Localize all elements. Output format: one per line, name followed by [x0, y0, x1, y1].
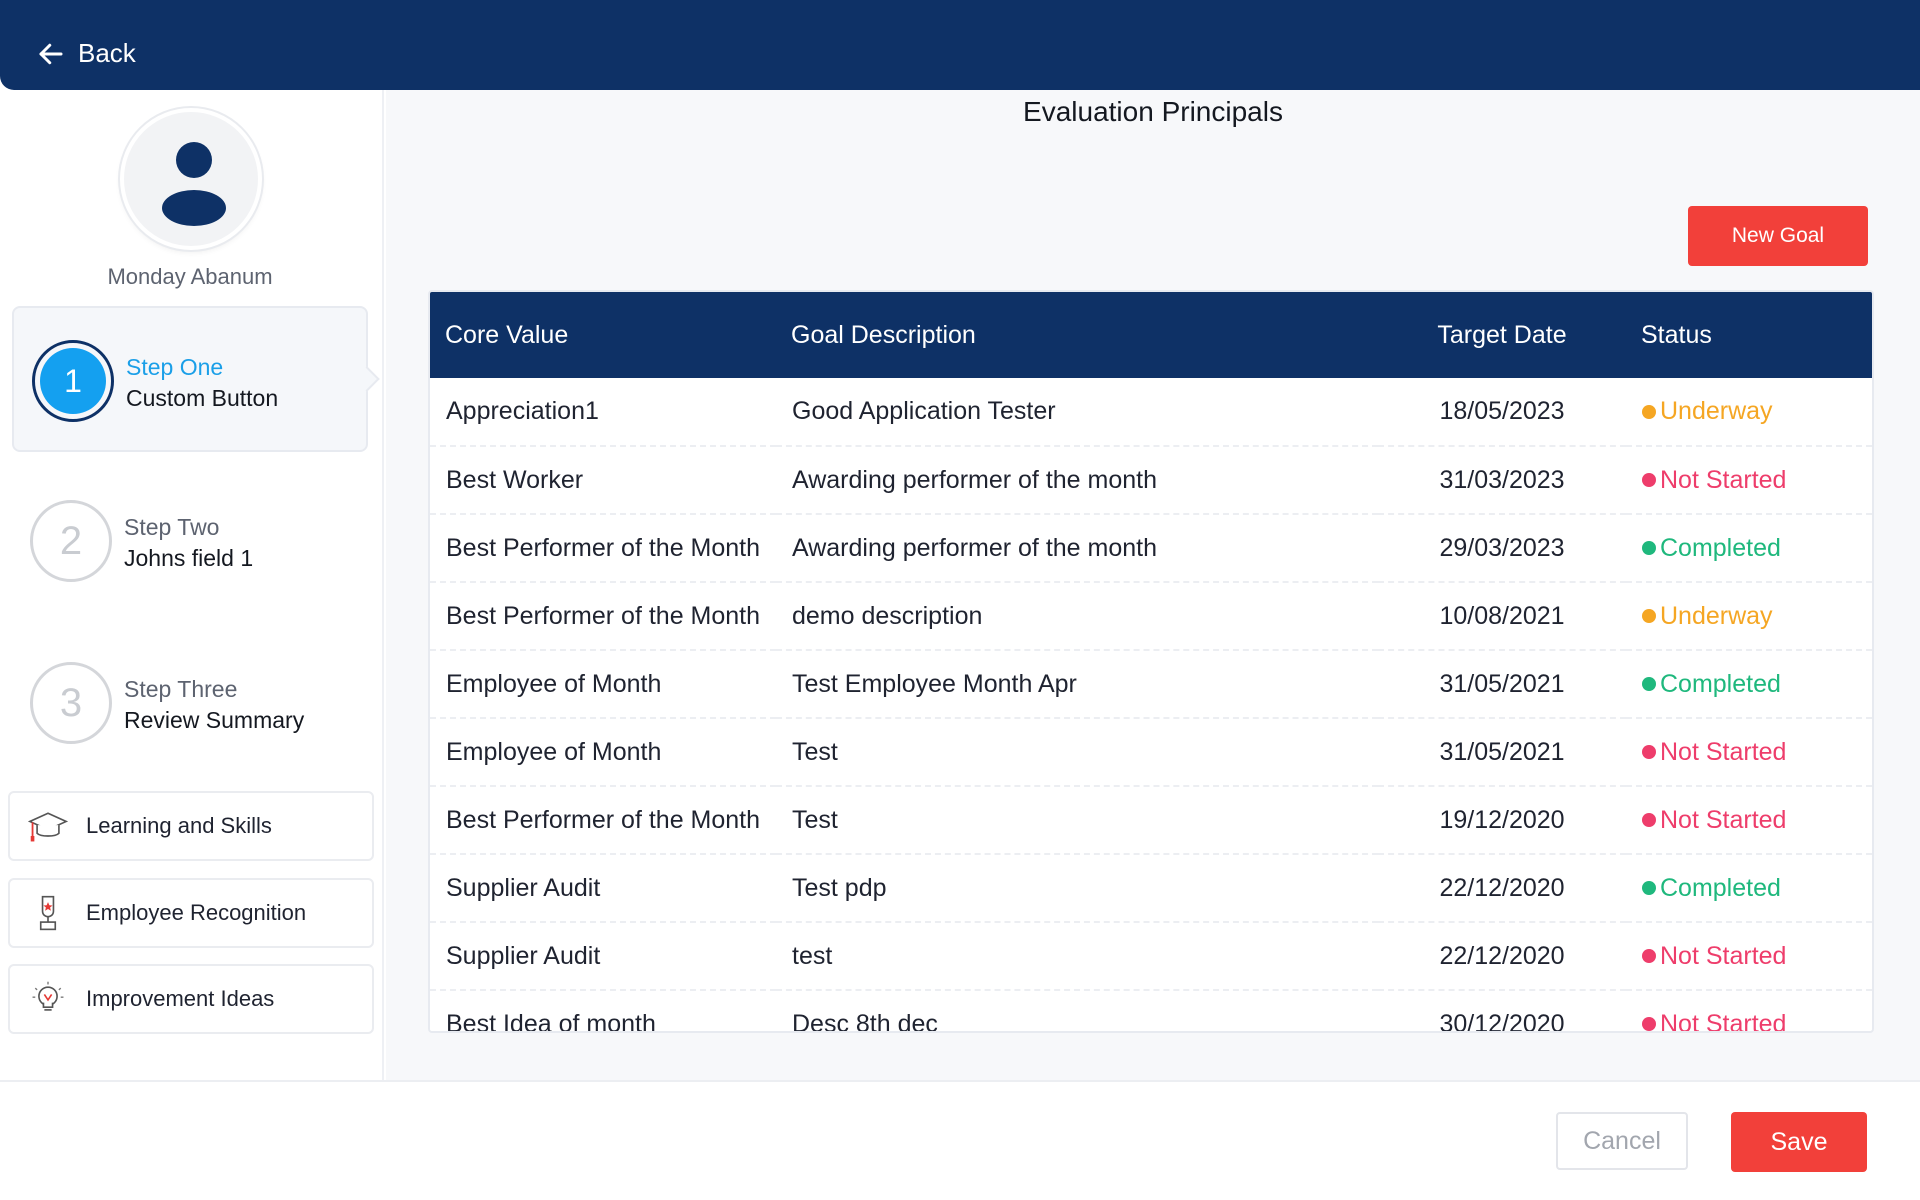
- status-label: Not Started: [1660, 1009, 1787, 1033]
- table-row[interactable]: [430, 922, 1872, 990]
- status-badge: [1642, 602, 1773, 631]
- goal-description-cell: Desc 8th dec: [776, 990, 1378, 1033]
- table-header-row: [430, 292, 1872, 378]
- status-label: Underway: [1660, 397, 1773, 426]
- step-number-circle: 3: [30, 662, 112, 744]
- table-row[interactable]: [430, 514, 1872, 582]
- goal-description-cell: test: [776, 922, 1378, 990]
- step-two[interactable]: [12, 468, 368, 614]
- status-label: Completed: [1660, 873, 1781, 902]
- core-value-cell: Best Idea of month: [430, 990, 776, 1033]
- status-cell: [1626, 922, 1872, 990]
- goal-description-cell: demo description: [776, 582, 1378, 650]
- footer: [0, 1080, 1920, 1200]
- step-title: Step Two: [124, 514, 220, 540]
- learning-and-skills-button[interactable]: [8, 791, 374, 861]
- core-value-cell: Best Performer of the Month: [430, 582, 776, 650]
- target-date-cell: 30/12/2020: [1378, 990, 1626, 1033]
- status-dot-icon: [1642, 677, 1656, 691]
- goal-description-cell: Test: [776, 718, 1378, 786]
- core-value-cell: Supplier Audit: [430, 922, 776, 990]
- graduation-cap-icon: [26, 804, 70, 848]
- user-name: Monday Abanum: [107, 264, 273, 289]
- table-row[interactable]: [430, 718, 1872, 786]
- goal-description-cell: Test Employee Month Apr: [776, 650, 1378, 718]
- status-badge: [1642, 738, 1786, 767]
- arrow-left-icon: [36, 39, 66, 69]
- status-cell: [1626, 990, 1872, 1033]
- status-badge: [1642, 397, 1773, 426]
- table-row[interactable]: [430, 650, 1872, 718]
- goal-description-cell: Good Application Tester: [776, 378, 1378, 446]
- status-dot-icon: [1642, 949, 1656, 963]
- step-number-circle: 2: [30, 500, 112, 582]
- goals-table: [428, 290, 1874, 1033]
- learning-and-skills-label: Learning and Skills: [86, 813, 272, 838]
- lightbulb-icon: [26, 977, 70, 1021]
- status-cell: [1626, 718, 1872, 786]
- column-header-target-date[interactable]: Target Date: [1437, 320, 1567, 349]
- target-date-cell: 22/12/2020: [1378, 854, 1626, 922]
- top-bar: [0, 0, 1920, 90]
- core-value-cell: Best Performer of the Month: [430, 514, 776, 582]
- table-row[interactable]: [430, 786, 1872, 854]
- target-date-cell: 10/08/2021: [1378, 582, 1626, 650]
- target-date-cell: 31/05/2021: [1378, 718, 1626, 786]
- goal-description-cell: Awarding performer of the month: [776, 446, 1378, 514]
- core-value-cell: Best Worker: [430, 446, 776, 514]
- table-row[interactable]: [430, 854, 1872, 922]
- status-cell: [1626, 786, 1872, 854]
- back-label: Back: [78, 38, 136, 68]
- status-label: Not Started: [1660, 941, 1787, 970]
- status-dot-icon: [1642, 609, 1656, 623]
- core-value-cell: Best Performer of the Month: [430, 786, 776, 854]
- status-badge: [1642, 670, 1781, 699]
- status-badge: [1642, 534, 1781, 563]
- new-goal-button[interactable]: New Goal: [1688, 206, 1868, 266]
- target-date-cell: 31/03/2023: [1378, 446, 1626, 514]
- column-header-status[interactable]: Status: [1641, 320, 1712, 349]
- status-badge: [1642, 942, 1786, 971]
- status-cell: [1626, 446, 1872, 514]
- step-three[interactable]: [12, 630, 368, 776]
- target-date-cell: 19/12/2020: [1378, 786, 1626, 854]
- core-value-cell: Employee of Month: [430, 650, 776, 718]
- status-dot-icon: [1642, 813, 1656, 827]
- core-value-cell: Appreciation1: [430, 378, 776, 446]
- status-badge: [1642, 874, 1781, 903]
- status-dot-icon: [1642, 745, 1656, 759]
- avatar: [120, 108, 262, 250]
- status-label: Completed: [1660, 669, 1781, 698]
- sidebar: [0, 90, 384, 1080]
- status-cell: [1626, 854, 1872, 922]
- target-date-cell: 18/05/2023: [1378, 378, 1626, 446]
- status-dot-icon: [1642, 881, 1656, 895]
- page-title: Evaluation Principals: [1023, 96, 1283, 127]
- step-subtitle: Review Summary: [124, 707, 305, 733]
- status-label: Completed: [1660, 533, 1781, 562]
- target-date-cell: 22/12/2020: [1378, 922, 1626, 990]
- target-date-cell: 31/05/2021: [1378, 650, 1626, 718]
- user-icon: [158, 138, 230, 228]
- column-header-goal-description[interactable]: Goal Description: [791, 320, 976, 349]
- improvement-ideas-button[interactable]: [8, 964, 374, 1034]
- core-value-cell: Employee of Month: [430, 718, 776, 786]
- cancel-button[interactable]: Cancel: [1556, 1112, 1688, 1170]
- goal-description-cell: Test pdp: [776, 854, 1378, 922]
- target-date-cell: 29/03/2023: [1378, 514, 1626, 582]
- save-button[interactable]: Save: [1731, 1112, 1867, 1172]
- status-label: Not Started: [1660, 805, 1787, 834]
- step-number-circle: 1: [32, 340, 114, 422]
- table-row[interactable]: [430, 582, 1872, 650]
- step-title: Step One: [126, 354, 224, 380]
- status-label: Underway: [1660, 601, 1773, 630]
- status-cell: [1626, 582, 1872, 650]
- column-header-core-value[interactable]: Core Value: [445, 320, 569, 349]
- table-row[interactable]: [430, 990, 1872, 1033]
- main-content: [386, 90, 1920, 1080]
- goal-description-cell: Test: [776, 786, 1378, 854]
- status-label: Not Started: [1660, 737, 1787, 766]
- core-value-cell: Supplier Audit: [430, 854, 776, 922]
- status-dot-icon: [1642, 473, 1656, 487]
- employee-recognition-label: Employee Recognition: [86, 900, 307, 925]
- status-badge: [1642, 1010, 1786, 1033]
- status-dot-icon: [1642, 405, 1656, 419]
- goal-description-cell: Awarding performer of the month: [776, 514, 1378, 582]
- status-cell: [1626, 514, 1872, 582]
- employee-recognition-button[interactable]: [8, 878, 374, 948]
- status-badge: [1642, 806, 1786, 835]
- status-dot-icon: [1642, 1017, 1656, 1031]
- status-label: Not Started: [1660, 465, 1787, 494]
- table-row[interactable]: [430, 378, 1872, 446]
- status-cell: [1626, 650, 1872, 718]
- step-one[interactable]: [12, 306, 368, 452]
- status-badge: [1642, 466, 1786, 495]
- trophy-icon: [26, 891, 70, 935]
- back-button[interactable]: [36, 38, 136, 69]
- table-row[interactable]: [430, 446, 1872, 514]
- step-subtitle: Custom Button: [126, 385, 279, 411]
- status-cell: [1626, 378, 1872, 446]
- status-dot-icon: [1642, 541, 1656, 555]
- improvement-ideas-label: Improvement Ideas: [86, 986, 275, 1011]
- step-title: Step Three: [124, 676, 238, 702]
- step-subtitle: Johns field 1: [124, 545, 254, 571]
